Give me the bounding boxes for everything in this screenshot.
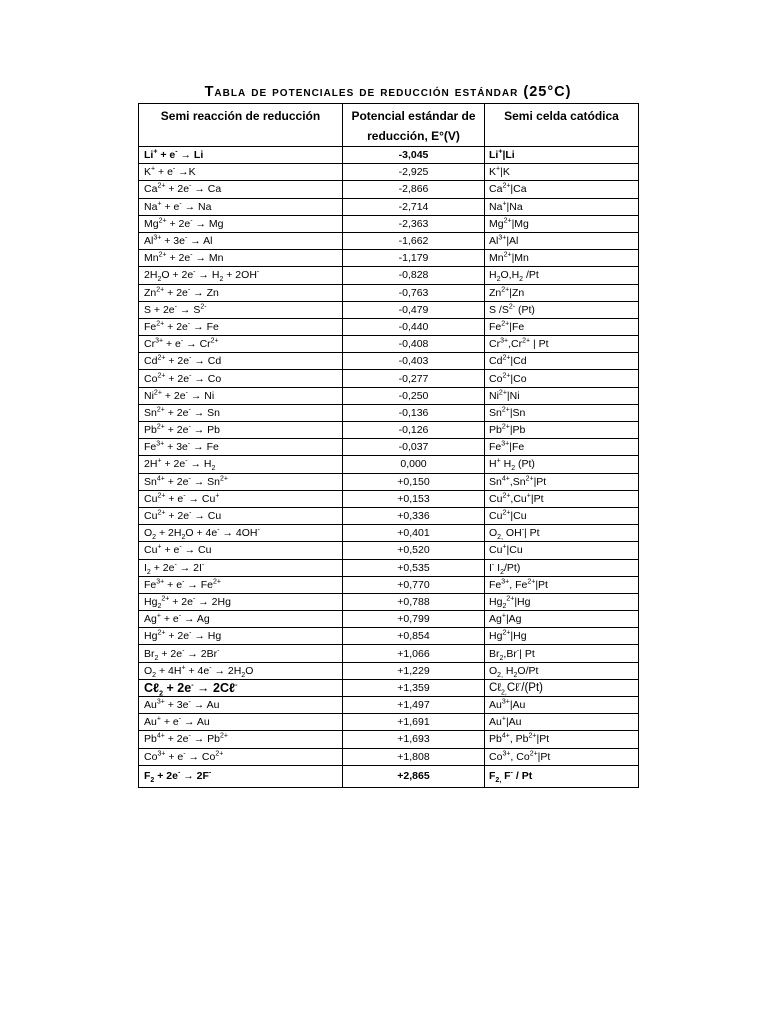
potential-cell: +0,336 xyxy=(343,507,485,524)
potential-cell: -0,440 xyxy=(343,318,485,335)
table-row xyxy=(139,559,639,576)
table-row xyxy=(139,490,639,507)
table-row xyxy=(139,215,639,232)
reaction-cell: $Pb^{4+} + 2e^- \to Pb^{2+}$ xyxy=(139,731,343,748)
reaction-cell: $2H^+ + 2e^- \to H_2$ xyxy=(139,456,343,473)
potential-cell: +1,691 xyxy=(343,714,485,731)
potential-cell: -2,925 xyxy=(343,164,485,181)
half-cell-cell: $Co^{2+}|Co$ xyxy=(485,370,639,387)
half-cell-cell: Ag+|Ag xyxy=(485,611,639,628)
table-row xyxy=(139,697,639,714)
table-row xyxy=(139,507,639,524)
half-cell-cell: $Cr^{3+},Cr^{2+}$ | Pt xyxy=(485,336,639,353)
reaction-cell: Ag+ + e- → Ag xyxy=(139,611,343,628)
page-title: Tabla de potenciales de reducción estándar (25°C) xyxy=(204,84,572,100)
potential-cell: -0,479 xyxy=(343,301,485,318)
potential-cell: -0,037 xyxy=(343,439,485,456)
reaction-cell: $Co^{2+} + 2e^- \to Co$ xyxy=(139,370,343,387)
table-body xyxy=(139,147,639,788)
half-cell-cell: $Zn^{2+}|Zn$ xyxy=(485,284,639,301)
reaction-cell: $Cd^{2+} + 2e^- \to Cd$ xyxy=(139,353,343,370)
potential-cell: +0,788 xyxy=(343,593,485,610)
half-cell-cell: $Cu^{2+}|Cu$ xyxy=(485,507,639,524)
table-row xyxy=(139,542,639,559)
table-row xyxy=(139,353,639,370)
potential-cell: -3,045 xyxy=(343,147,485,164)
table-row xyxy=(139,370,639,387)
table-row xyxy=(139,336,639,353)
potential-cell: +0,153 xyxy=(343,490,485,507)
reaction-cell: $I_2 + 2e^- \to 2I^-$ xyxy=(139,559,343,576)
half-cell-cell: $Mg^{2+}|Mg$ xyxy=(485,215,639,232)
half-cell-cell: $Hg_2^{2+}|Hg$ xyxy=(485,593,639,610)
potential-cell: -0,408 xyxy=(343,336,485,353)
potential-cell: -0,763 xyxy=(343,284,485,301)
half-cell-cell: $Hg^{2+}|Hg$ xyxy=(485,628,639,645)
table-row xyxy=(139,164,639,181)
half-cell-cell: $Cu^{2+},Cu^+|Pt$ xyxy=(485,490,639,507)
potential-cell: +2,865 xyxy=(343,765,485,787)
table-row xyxy=(139,473,639,490)
potential-cell: -1,662 xyxy=(343,232,485,249)
reaction-cell: $Al^{3+} + 3e^- \to Al$ xyxy=(139,232,343,249)
potential-cell: +0,535 xyxy=(343,559,485,576)
potential-cell: +1,229 xyxy=(343,662,485,679)
table-row xyxy=(139,181,639,198)
table-row xyxy=(139,525,639,542)
half-cell-cell: Na+|Na xyxy=(485,198,639,215)
reaction-cell: $Fe^{2+} + 2e^- \to Fe$ xyxy=(139,318,343,335)
reaction-cell: $F_2 + 2e^- \to 2F^-$ xyxy=(139,765,343,787)
reaction-cell: $Cu^{2+} + 2e^- \to Cu$ xyxy=(139,507,343,524)
reaction-cell: $Mn^{2+} + 2e^- \to Mn$ xyxy=(139,250,343,267)
reaction-cell: Cℓ$_2$ + 2e- → 2Cℓ- xyxy=(139,679,343,696)
half-cell-cell: I- $I_2/Pt$) xyxy=(485,559,639,576)
table-row xyxy=(139,456,639,473)
half-cell-cell: $Fe^{3+}$, $Fe^{2+}|Pt$ xyxy=(485,576,639,593)
half-cell-cell: $Al^{3+}|Al$ xyxy=(485,232,639,249)
reaction-cell: Au+ + e- → Au xyxy=(139,714,343,731)
potential-cell: -2,363 xyxy=(343,215,485,232)
potential-cell: -2,866 xyxy=(343,181,485,198)
reaction-cell: $Hg_2^{2+} + 2e^- \to 2Hg$ xyxy=(139,593,343,610)
half-cell-cell: Cu+|Cu xyxy=(485,542,639,559)
potential-cell: +0,401 xyxy=(343,525,485,542)
reaction-cell: Cu+ + e- → Cu xyxy=(139,542,343,559)
potential-cell: +0,770 xyxy=(343,576,485,593)
table-row xyxy=(139,422,639,439)
potential-cell: +1,808 xyxy=(343,748,485,765)
half-cell-cell: $Co^{3+}$, $Co^{2+}|Pt$ xyxy=(485,748,639,765)
reaction-cell: $Br_2 + 2e^- \to 2Br^-$ xyxy=(139,645,343,662)
half-cell-cell: $O_{2,}$ $H_2O/Pt$ xyxy=(485,662,639,679)
reaction-cell: Na+ + e- → Na xyxy=(139,198,343,215)
half-cell-cell: $Sn^{4+},Sn^{2+}|Pt$ xyxy=(485,473,639,490)
potential-cell: +1,359 xyxy=(343,679,485,696)
potential-cell: -1,179 xyxy=(343,250,485,267)
half-cell-cell: $Fe^{3+}|Fe$ xyxy=(485,439,639,456)
table-row xyxy=(139,611,639,628)
table-row xyxy=(139,714,639,731)
reaction-cell: $Cr^{3+} + e^- \to Cr^{2+}$ xyxy=(139,336,343,353)
potential-cell: -0,126 xyxy=(343,422,485,439)
half-cell-cell: H+ $H_2$ (Pt) xyxy=(485,456,639,473)
half-cell-cell: $Au^{3+}|Au$ xyxy=(485,697,639,714)
header-cell: Semi celda catódica xyxy=(485,104,639,147)
table-row xyxy=(139,250,639,267)
table-row xyxy=(139,147,639,164)
half-cell-cell: $Fe^{2+}|Fe$ xyxy=(485,318,639,335)
half-cell-cell: $Ca^{2+}|Ca$ xyxy=(485,181,639,198)
potential-cell: +0,520 xyxy=(343,542,485,559)
potential-cell: +1,497 xyxy=(343,697,485,714)
half-cell-cell: $F_{2,}$ F- / Pt xyxy=(485,765,639,787)
reduction-potentials-table xyxy=(138,103,639,788)
half-cell-cell: K+|K xyxy=(485,164,639,181)
reaction-cell: $Pb^{2+} + 2e^- \to Pb$ xyxy=(139,422,343,439)
header-row xyxy=(139,104,639,147)
table-row xyxy=(139,439,639,456)
half-cell-cell: S $/S^{2-}$ (Pt) xyxy=(485,301,639,318)
table-row xyxy=(139,387,639,404)
reaction-cell: $Sn^{4+} + 2e^- \to Sn^{2+}$ xyxy=(139,473,343,490)
header-reaction: Semi reacción de reducción xyxy=(139,104,343,147)
potential-cell: +1,066 xyxy=(343,645,485,662)
potential-cell: +0,854 xyxy=(343,628,485,645)
half-cell-cell: $H_2O,H_2$ /Pt xyxy=(485,267,639,284)
half-cell-cell: $Pb^{2+}|Pb$ xyxy=(485,422,639,439)
header-potential: Potencial estándar de reducción, E°(V) xyxy=(343,104,485,147)
table-row xyxy=(139,748,639,765)
reaction-cell: $Co^{3+} + e^- \to Co^{2+}$ xyxy=(139,748,343,765)
table-row xyxy=(139,198,639,215)
reaction-cell: $Mg^{2+} + 2e^- \to Mg$ xyxy=(139,215,343,232)
table-row xyxy=(139,679,639,696)
half-cell-cell: $Br_2,Br^-|$ Pt xyxy=(485,645,639,662)
reaction-cell: $2H_2O + 2e^- \to H_2 + 2OH^-$ xyxy=(139,267,343,284)
half-cell-cell: $Pb^{4+}$, $Pb^{2+}|Pt$ xyxy=(485,731,639,748)
potential-cell: -2,714 xyxy=(343,198,485,215)
potential-cell: +1,693 xyxy=(343,731,485,748)
reaction-cell: $Ni^{2+} + 2e^- \to Ni$ xyxy=(139,387,343,404)
reaction-cell: $S + 2e^- \to S^{2-}$ xyxy=(139,301,343,318)
table-row xyxy=(139,301,639,318)
half-cell-cell: $Mn^{2+}|Mn$ xyxy=(485,250,639,267)
table-row xyxy=(139,645,639,662)
table-row xyxy=(139,662,639,679)
reaction-cell: $Cu^{2+} + e^- \to Cu^+$ xyxy=(139,490,343,507)
reaction-cell: $Fe^{3+} + e^- \to Fe^{2+}$ xyxy=(139,576,343,593)
potential-cell: +0,150 xyxy=(343,473,485,490)
potential-cell: -0,403 xyxy=(343,353,485,370)
half-cell-cell: $O_{2,}$ OH-| Pt xyxy=(485,525,639,542)
potential-cell: -0,136 xyxy=(343,404,485,421)
table-row xyxy=(139,267,639,284)
reaction-cell: $Hg^{2+} + 2e^- \to Hg$ xyxy=(139,628,343,645)
potential-cell: 0,000 xyxy=(343,456,485,473)
reaction-cell: $Zn^{2+} + 2e^- \to Zn$ xyxy=(139,284,343,301)
table-row xyxy=(139,404,639,421)
potential-cell: -0,250 xyxy=(343,387,485,404)
table-row xyxy=(139,284,639,301)
table-row xyxy=(139,318,639,335)
reaction-cell: $Sn^{2+} + 2e^- \to Sn$ xyxy=(139,404,343,421)
table-row xyxy=(139,576,639,593)
reaction-cell: $Au^{3+} + 3e^- \to Au$ xyxy=(139,697,343,714)
half-cell-cell: $Sn^{2+}|Sn$ xyxy=(485,404,639,421)
reaction-cell: Li+ + e- → Li xyxy=(139,147,343,164)
table-row xyxy=(139,731,639,748)
reaction-cell: $Ca^{2+} + 2e^- \to Ca$ xyxy=(139,181,343,198)
half-cell-cell: Li+|Li xyxy=(485,147,639,164)
half-cell-cell: $Ni^{2+}|Ni$ xyxy=(485,387,639,404)
table-row xyxy=(139,628,639,645)
half-cell-cell: Au+|Au xyxy=(485,714,639,731)
table-row xyxy=(139,232,639,249)
reaction-cell: $Fe^{3+} + 3e^- \to Fe$ xyxy=(139,439,343,456)
table-row xyxy=(139,593,639,610)
potential-cell: -0,277 xyxy=(343,370,485,387)
reaction-cell: K+ + e- →K xyxy=(139,164,343,181)
half-cell-cell: $Cd^{2+}|Cd$ xyxy=(485,353,639,370)
reaction-cell: $O_2 + 2H_2O + 4e^- \to 4OH^-$ xyxy=(139,525,343,542)
table-row xyxy=(139,765,639,787)
half-cell-cell: Cℓ$_{2,}$Cℓ-/(Pt) xyxy=(485,679,639,696)
reaction-cell: $O_2 + 4H^+ + 4e^- \to 2H_2O$ xyxy=(139,662,343,679)
potential-cell: -0,828 xyxy=(343,267,485,284)
potential-cell: +0,799 xyxy=(343,611,485,628)
